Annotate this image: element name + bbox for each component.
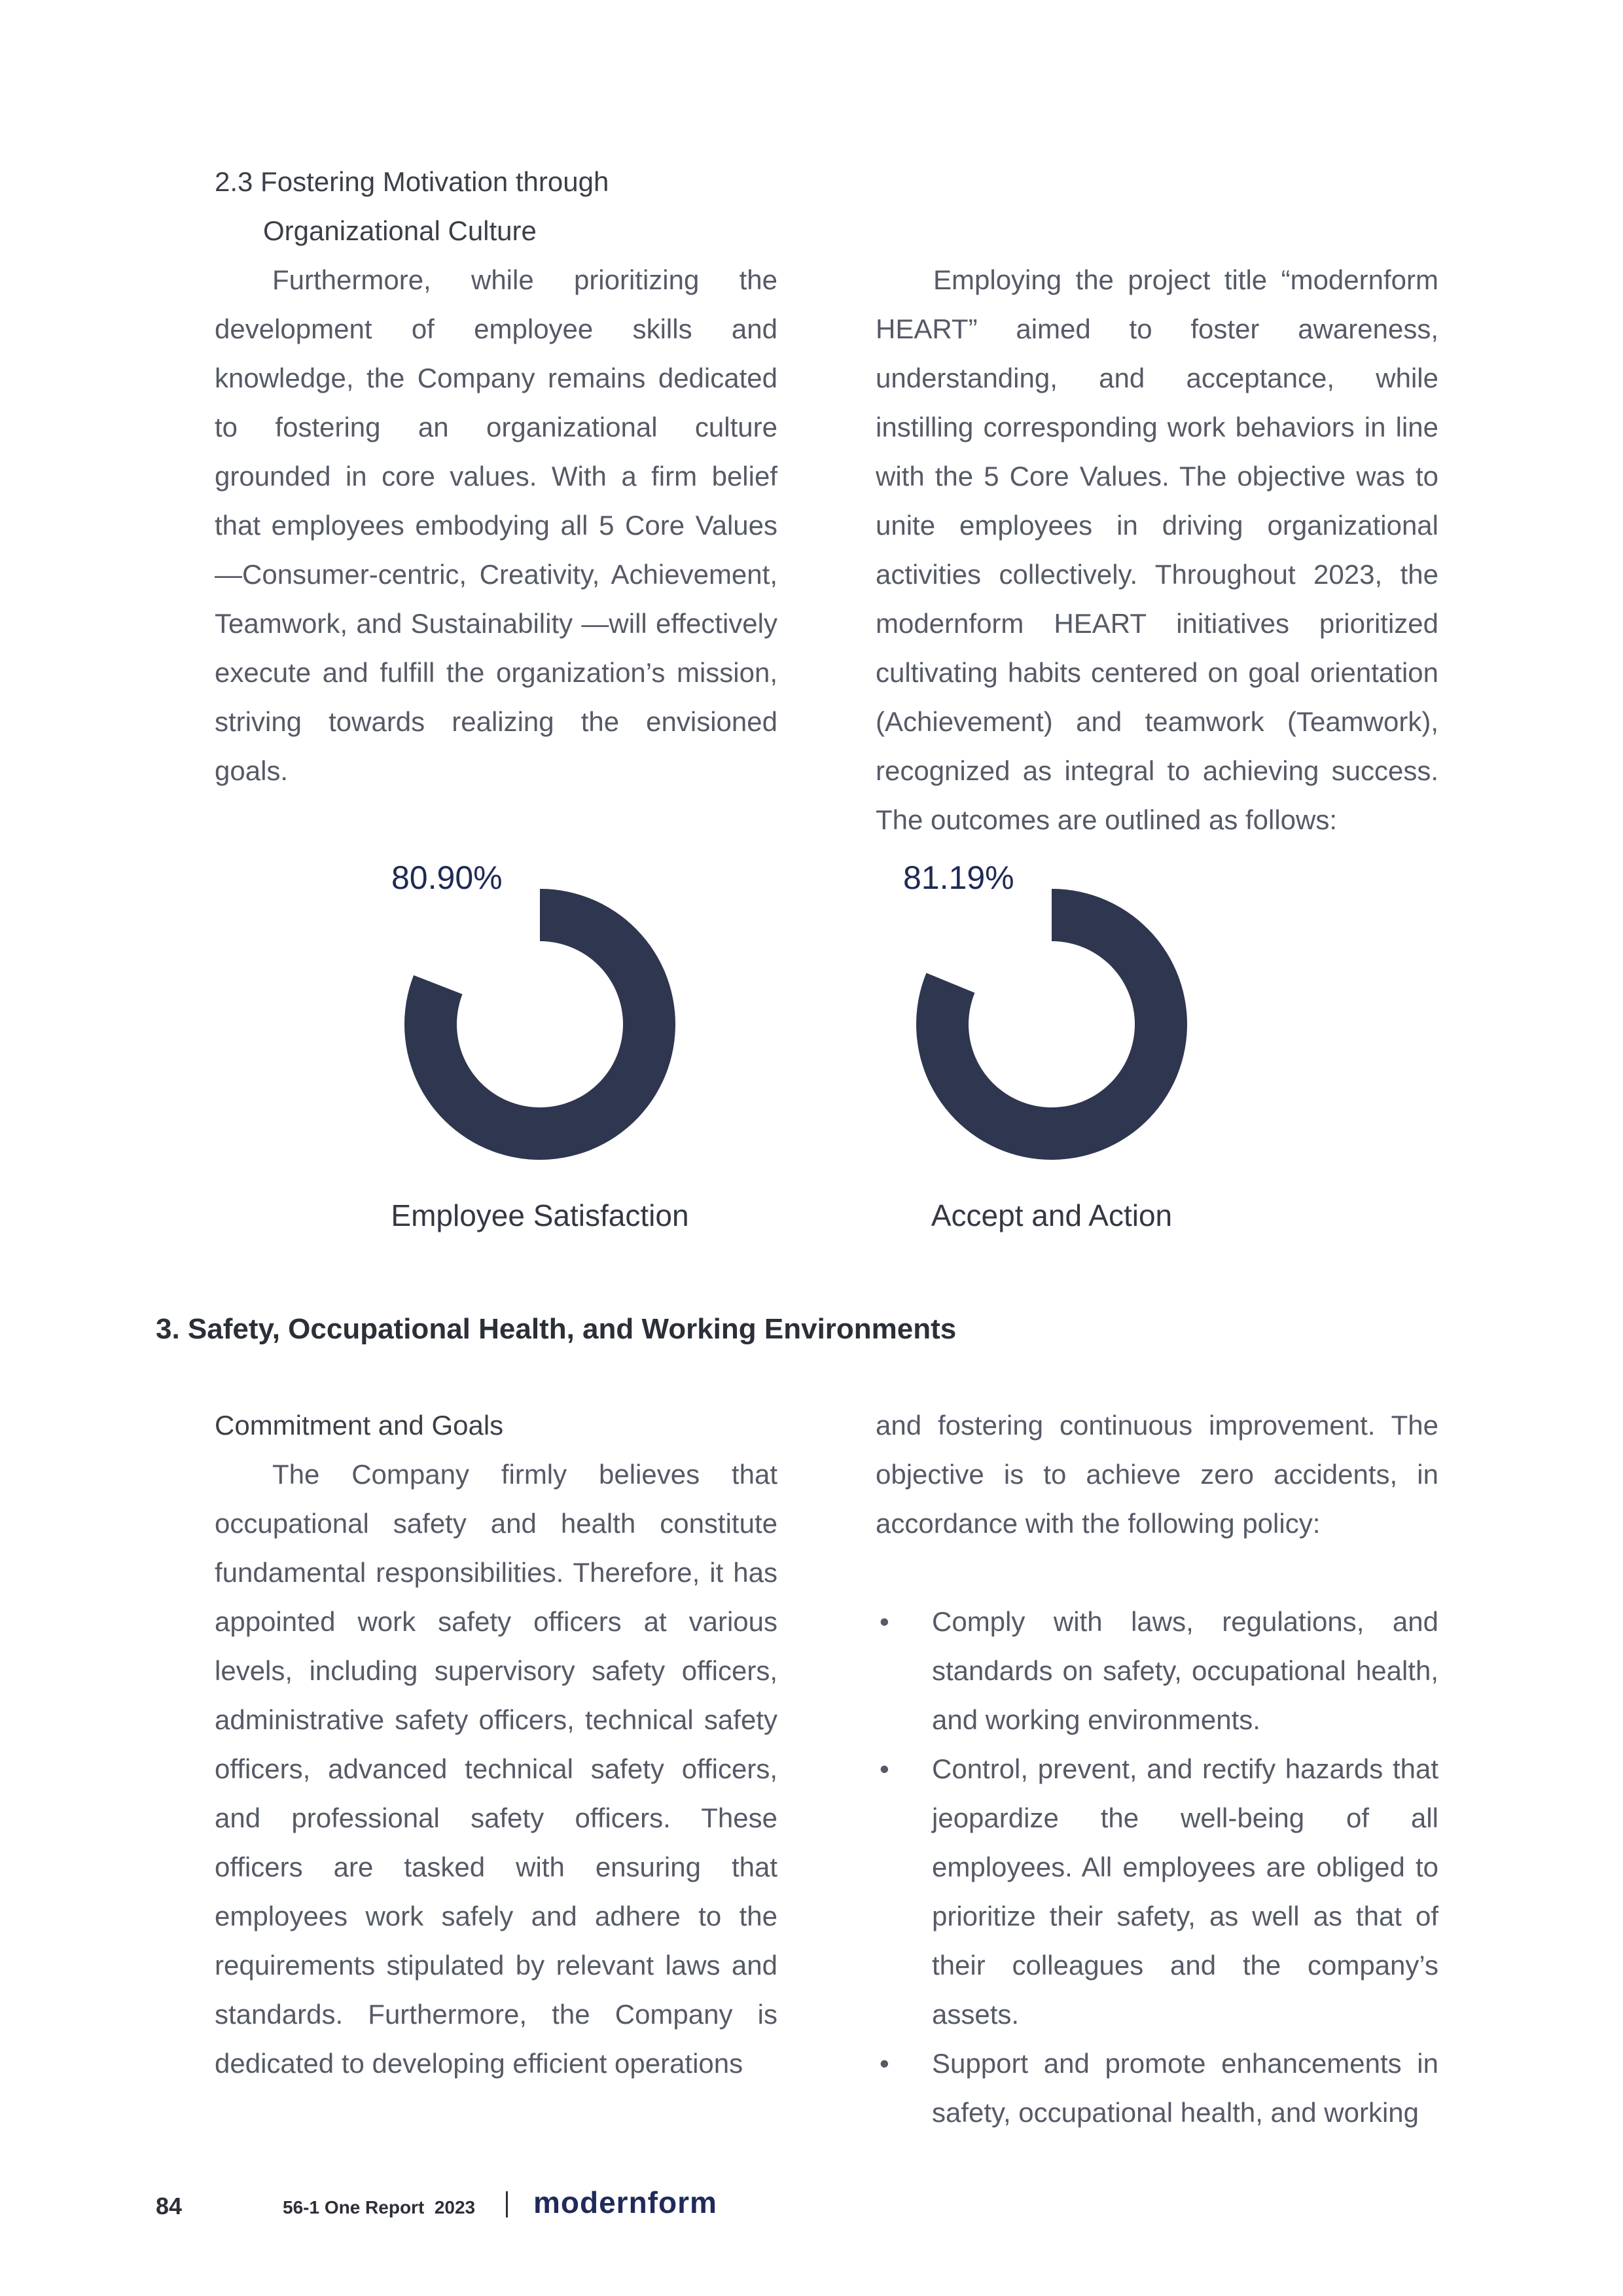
donut-title: Accept and Action (931, 1198, 1173, 1232)
bullet-icon: • (880, 1606, 889, 1637)
policy-list-item (876, 1597, 1438, 1744)
safety-right-intro: and fostering continuous improvement. The objective is to achieve zero accidents, in accordance with the following policy: (876, 1410, 1438, 1539)
section-heading-line2: Organizational Culture (263, 215, 537, 246)
policy-text: Support and promote enhancements in safety, occupational health, and working (932, 2048, 1438, 2128)
bullet-icon: • (880, 2048, 889, 2079)
section-heading-2-3 (215, 157, 609, 255)
culture-left-column (215, 255, 777, 795)
culture-left-paragraph: Furthermore, while prioritizing the development of employee skills and knowledge, the Company remains dedicated to fostering an organizational culture grounded in core values. With a firm belief that employees embodying all 5 Core Values—Consumer-centric, Creativity, Achievement, Teamwork, and Sustainability —will effectively execute and fulfill the organization’s mission, striving towards realizing the envisioned goals. (215, 264, 777, 786)
policy-list-item (876, 1744, 1438, 2039)
bullet-icon: • (880, 1753, 889, 1784)
donut-slice (404, 889, 675, 1160)
safety-left-paragraph: The Company firmly believes that occupational safety and health constitute fundamental responsibilities. Therefore, it has appointed work safety officers at various levels, including supervisory safety officers, administrative safety officers, technical safety officers, advanced technical safety officers, and professional safety officers. These officers are tasked with ensuring that employees work safely and adhere to the requirements stipulated by relevant laws and standards. Furthermore, the Company is dedicated to developing efficient operations (215, 1459, 777, 2079)
donut-slice (916, 889, 1187, 1160)
culture-right-paragraph: Employing the project title “modernform HEART” aimed to foster awareness, understanding, and acceptance, while instilling corresponding work behaviors in line with the 5 Core Values. The objective was to unite employees in driving organizational activities collectively. Throughout 2023, the modernform HEART initiatives prioritized cultivating habits centered on goal orientation (Achievement) and teamwork (Teamwork), recognized as integral to achieving success. The outcomes are outlined as follows: (876, 264, 1438, 835)
page-number: 84 (156, 2193, 183, 2219)
policy-list (876, 1597, 1438, 2137)
culture-right-column (876, 255, 1438, 844)
policy-list-item (876, 2039, 1438, 2137)
footer-divider (506, 2191, 508, 2217)
donut-chart-accept-and-action (911, 884, 1192, 1165)
donut-chart-employee-satisfaction (399, 884, 681, 1165)
donut-title: Employee Satisfaction (391, 1198, 689, 1232)
policy-text: Comply with laws, regulations, and standards on safety, occupational health, and working environments. (932, 1606, 1438, 1735)
policy-text: Control, prevent, and rectify hazards that jeopardize the well-being of all employees. All employees are obliged to prioritize their safety, as well as that of their colleagues and the company’s assets. (932, 1753, 1438, 2030)
commitment-subheading: Commitment and Goals (215, 1410, 504, 1441)
safety-left-column (215, 1450, 777, 2088)
donut-value-label: 80.90% (391, 859, 503, 896)
modernform-logo: modernform (533, 2185, 717, 2219)
section-heading-line1: 2.3 Fostering Motivation through (215, 166, 609, 197)
safety-right-column (876, 1401, 1438, 2137)
report-title: 56-1 One Report 2023 (283, 2197, 476, 2217)
section-title-3: 3. Safety, Occupational Health, and Working Environments (156, 1313, 957, 1345)
donut-value-label: 81.19% (903, 859, 1014, 896)
